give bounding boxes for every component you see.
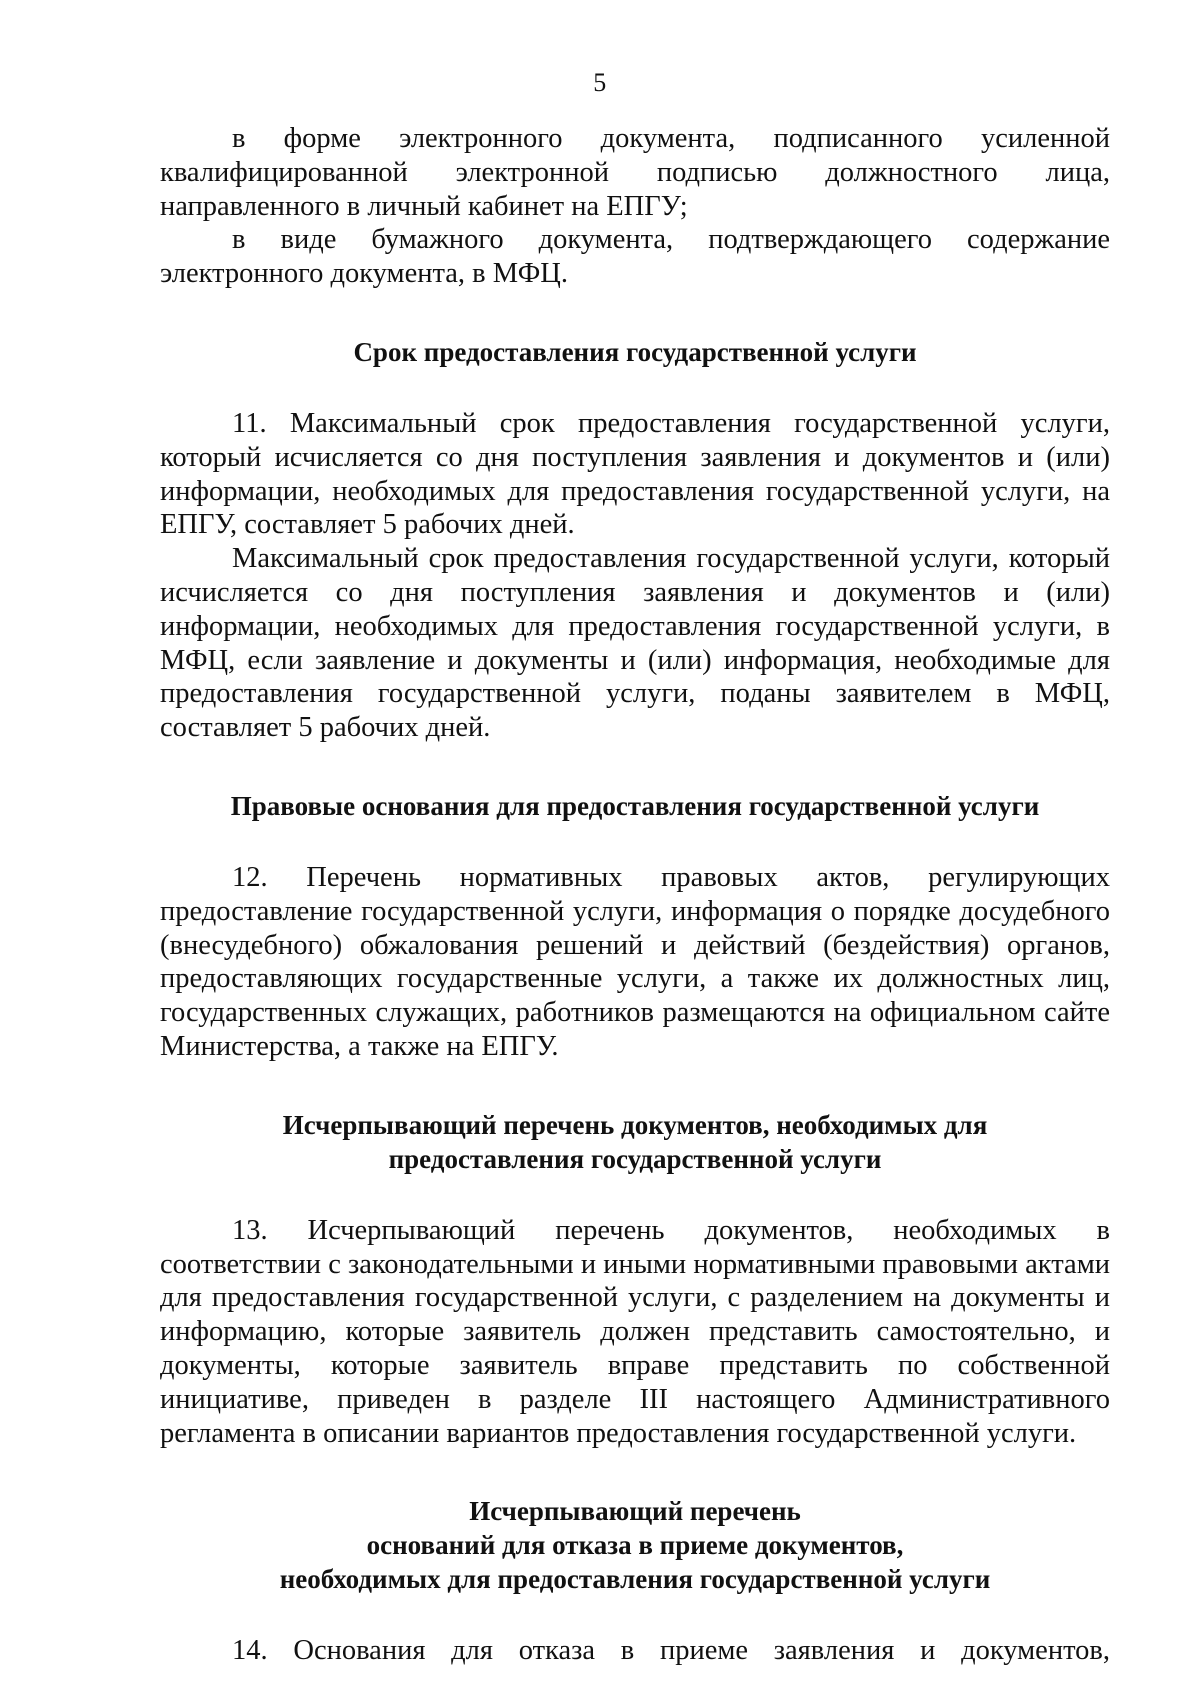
heading-line: Исчерпывающий перечень документов, необходимых для: [282, 1109, 988, 1140]
paragraph-11-mfc: Максимальный срок предоставления государственной услуги, который исчисляется со дня поступления заявления и документов и (или) информации, необходимых для предоставления государственной услуги, в МФЦ, если заявление и документы и (или) информация, необходимые для предоставления государственной услуги, поданы заявителем в МФЦ, составляет 5 рабочих дней.: [160, 543, 1110, 744]
document-body: [160, 122, 1110, 1668]
paragraph-paper-document: в виде бумажного документа, подтверждающего содержание электронного документа, в МФЦ.: [160, 224, 1110, 290]
paragraph-13: 13. Исчерпывающий перечень документов, необходимых в соответствии с законодательными и иными нормативными правовыми актами для предоставления государственной услуги, с разделением на документы и информацию, которые заявитель должен представить самостоятельно, и документы, которые заявитель вправе представить по собственной инициативе, приведен в разделе III настоящего Административного регламента в описании вариантов предоставления государственной услуги.: [160, 1214, 1110, 1449]
page-number: 5: [593, 68, 607, 97]
paragraph-14: 14. Основания для отказа в приеме заявления и документов,: [232, 1635, 1110, 1667]
heading-line: предоставления государственной услуги: [388, 1143, 882, 1174]
paragraph-11: 11. Максимальный срок предоставления государственной услуги, который исчисляется со дня поступления заявления и документов и (или) информации, необходимых для предоставления государственной услуги, на ЕПГУ, составляет 5 рабочих дней.: [160, 407, 1110, 541]
heading-service-term: Срок предоставления государственной услуги: [353, 336, 917, 367]
paragraph-electronic-document: в форме электронного документа, подписанного усиленной квалифицированной электронной подписью должностного лица, направленного в личный кабинет на ЕПГУ;: [160, 123, 1110, 222]
heading-refusal-grounds: [160, 1494, 1110, 1596]
heading-legal-grounds: Правовые основания для предоставления государственной услуги: [230, 790, 1040, 821]
paragraph-12: 12. Перечень нормативных правовых актов, регулирующих предоставление государственной услуги, информация о порядке досудебного (внесудебного) обжалования решений и действий (бездействия) органов, предоставляющих государственные услуги, а также их должностных лиц, государственных служащих, работников размещаются на официальном сайте Министерства, а также на ЕПГУ.: [160, 861, 1110, 1062]
heading-required-documents: [160, 1108, 1110, 1176]
heading-line: оснований для отказа в приеме документов,: [366, 1530, 904, 1561]
heading-line: Исчерпывающий перечень: [469, 1496, 801, 1527]
heading-line: необходимых для предоставления государственной услуги: [279, 1564, 991, 1595]
